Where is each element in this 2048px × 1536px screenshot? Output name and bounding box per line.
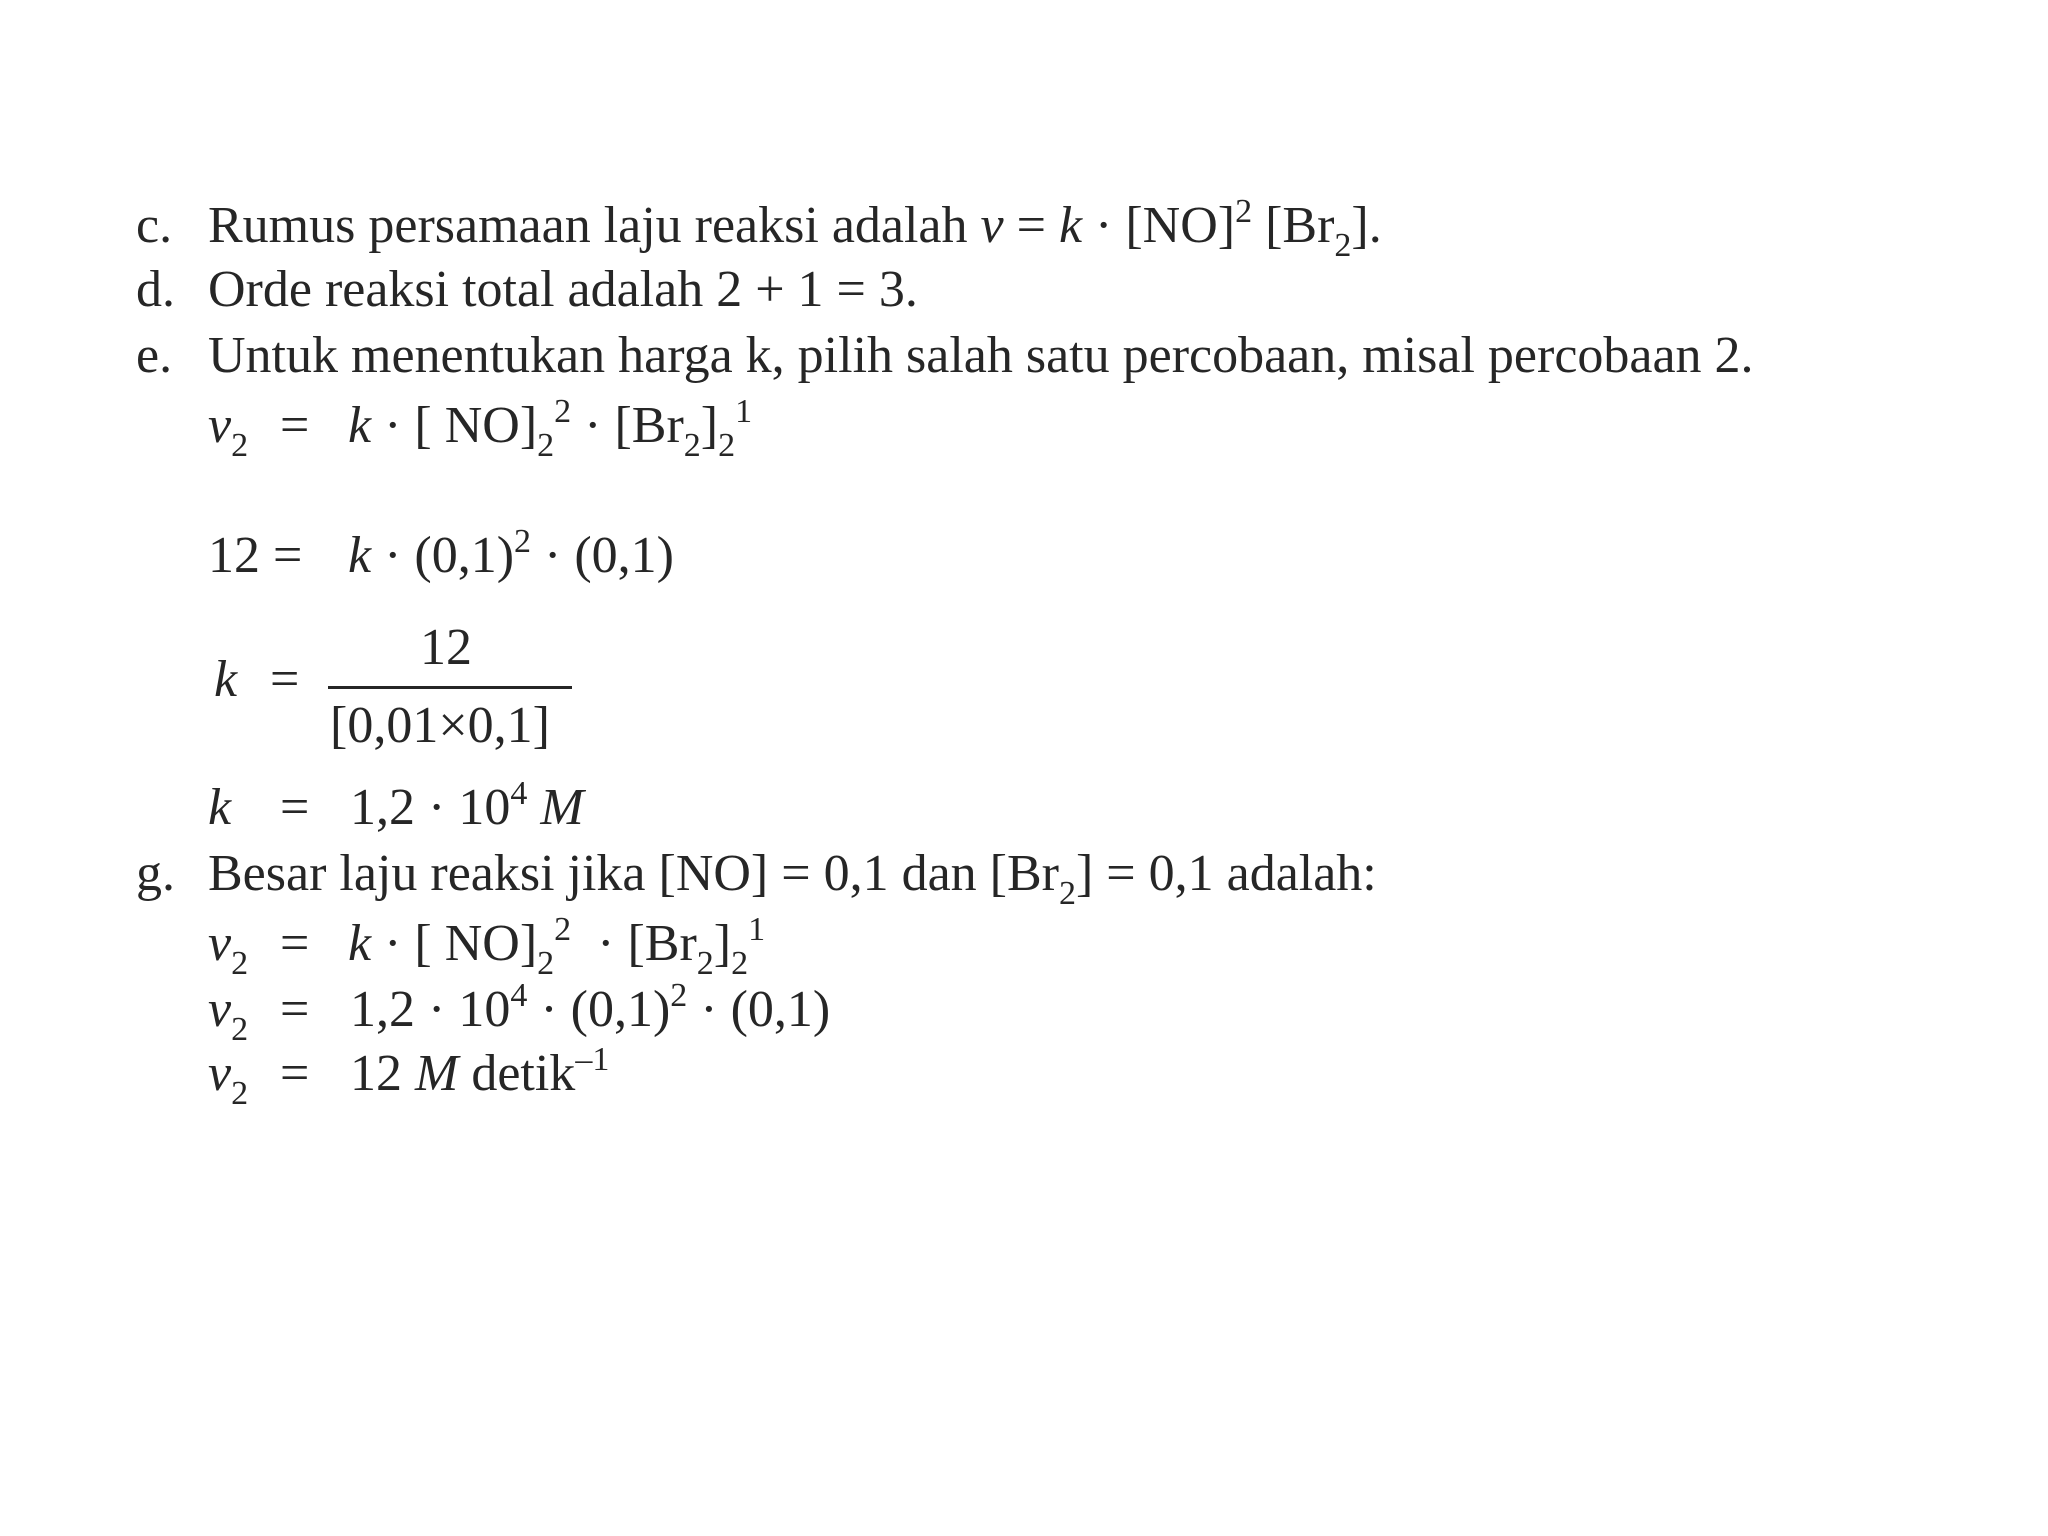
item-g-text bbox=[208, 844, 1377, 912]
e2-term: · (0,1) bbox=[371, 527, 515, 584]
e1-no-sub: 2 bbox=[537, 427, 555, 464]
g1-br-sup: 1 bbox=[748, 911, 766, 948]
g3-equals: = bbox=[280, 1045, 310, 1102]
rate-symbol: v bbox=[980, 197, 1004, 254]
e1-br-sub: 2 bbox=[718, 427, 736, 464]
br-term-close: ]. bbox=[1351, 197, 1382, 254]
e4-rhs bbox=[350, 775, 584, 838]
g2-sup: 4 bbox=[510, 977, 528, 1014]
item-c-label: Rumus persamaan laju reaksi adalah bbox=[208, 197, 981, 254]
e1-br-sup: 1 bbox=[735, 393, 753, 430]
item-e-marker: e. bbox=[136, 327, 173, 384]
g2-term-c: · (0,1) bbox=[687, 981, 831, 1038]
e2-sup: 2 bbox=[514, 523, 532, 560]
g2-sup2: 2 bbox=[670, 977, 688, 1014]
g2-term-b: · (0,1) bbox=[527, 981, 671, 1038]
e3-lhs bbox=[214, 650, 237, 710]
e4-sup: 4 bbox=[510, 775, 528, 812]
g1-br-inner-sub: 2 bbox=[696, 945, 714, 982]
item-g-marker: g. bbox=[136, 845, 175, 902]
g1-br: · [Br bbox=[571, 915, 697, 972]
e3-k: k bbox=[214, 651, 238, 708]
e2-k: k bbox=[348, 527, 372, 584]
g1-k: k bbox=[348, 915, 372, 972]
item-d-text: Orde reaksi total adalah 2 + 1 = 3. bbox=[208, 261, 918, 318]
e2-rhs bbox=[348, 523, 674, 586]
no-exponent: 2 bbox=[1235, 193, 1253, 230]
e1-br: · [Br bbox=[571, 397, 684, 454]
g1-lhs-sub: 2 bbox=[231, 945, 249, 982]
equation-e1 bbox=[208, 396, 249, 464]
item-g-label-a: Besar laju reaksi jika [NO] = 0,1 dan [Br bbox=[208, 845, 1059, 902]
e1-br-inner-sub: 2 bbox=[683, 427, 701, 464]
e1-br-close: ] bbox=[700, 397, 719, 454]
e3-numerator: 12 bbox=[420, 619, 472, 676]
g1-no-sup: 2 bbox=[554, 911, 572, 948]
e2-lhs: 12 = bbox=[208, 527, 303, 584]
e1-rhs bbox=[348, 393, 753, 464]
item-c-marker: c. bbox=[136, 197, 173, 254]
g3-sup: –1 bbox=[575, 1041, 610, 1078]
g2-rhs bbox=[350, 977, 831, 1040]
g1-lhs: v bbox=[208, 915, 232, 972]
item-g-sub: 2 bbox=[1058, 875, 1076, 912]
e2-term-b: · (0,1) bbox=[531, 527, 674, 584]
br-term-open: [Br bbox=[1252, 197, 1335, 254]
equation-g1 bbox=[208, 914, 249, 982]
e1-lhs-sub: 2 bbox=[231, 427, 249, 464]
g1-br-close: ] bbox=[713, 915, 732, 972]
item-g-label-b: ] = 0,1 adalah: bbox=[1075, 845, 1377, 902]
g1-no: · [ NO] bbox=[371, 915, 538, 972]
e4-k: k bbox=[208, 779, 232, 836]
g1-equals: = bbox=[280, 915, 310, 972]
g3-lhs-sub: 2 bbox=[231, 1075, 249, 1112]
equation-g3 bbox=[208, 1044, 249, 1112]
item-c-text bbox=[208, 193, 1382, 264]
g3-lhs: v bbox=[208, 1045, 232, 1102]
e4-value: 1,2 · 10 bbox=[350, 779, 511, 836]
g3-unit-b: detik bbox=[458, 1045, 576, 1102]
g2-value: 1,2 · 10 bbox=[350, 981, 511, 1038]
item-d-marker: d. bbox=[136, 261, 175, 318]
g1-rhs bbox=[348, 911, 766, 982]
e4-unit: M bbox=[527, 779, 584, 836]
e4-equals: = bbox=[280, 779, 310, 836]
g1-no-sub: 2 bbox=[537, 945, 555, 982]
e1-no-sup: 2 bbox=[554, 393, 572, 430]
equation-g2 bbox=[208, 980, 249, 1048]
e1-equals: = bbox=[280, 397, 310, 454]
g2-lhs: v bbox=[208, 981, 232, 1038]
g3-unit: M bbox=[415, 1045, 459, 1102]
no-term: · [NO] bbox=[1082, 197, 1236, 254]
rate-constant-symbol: k bbox=[1058, 197, 1083, 254]
e4-lhs bbox=[208, 778, 231, 838]
e1-no: · [ NO] bbox=[371, 397, 538, 454]
g2-equals: = bbox=[280, 981, 310, 1038]
item-e-text: Untuk menentukan harga k, pilih salah satu percobaan, misal percobaan 2. bbox=[208, 327, 1754, 384]
g3-rhs bbox=[350, 1041, 610, 1104]
fraction-bar bbox=[328, 686, 572, 689]
g2-lhs-sub: 2 bbox=[231, 1011, 249, 1048]
e3-equals: = bbox=[270, 651, 300, 708]
e1-lhs: v bbox=[208, 397, 232, 454]
g1-br-sub: 2 bbox=[731, 945, 749, 982]
g3-value: 12 bbox=[350, 1045, 415, 1102]
equals-sign: = bbox=[1003, 197, 1059, 254]
e1-k: k bbox=[348, 397, 372, 454]
br-subscript: 2 bbox=[1334, 227, 1352, 264]
e3-denominator: [0,01×0,1] bbox=[330, 697, 550, 754]
